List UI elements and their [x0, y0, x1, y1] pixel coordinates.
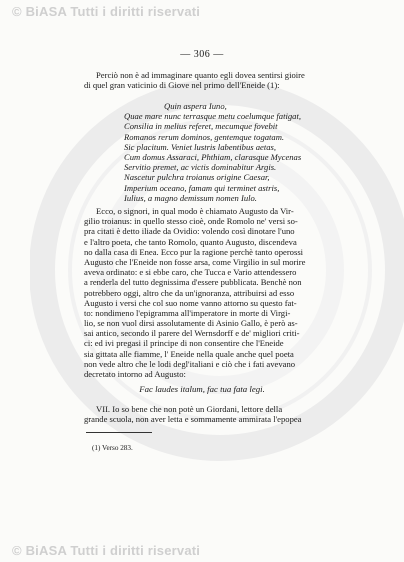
verse-line: Cum domus Assaraci, Phthiam, clarasque Mycenas	[124, 151, 302, 162]
text-line: ci: ed ivi pregasi il principe di non consentire che l'Eneide	[84, 338, 284, 349]
text-line: a renderla del tutto degnissima d'essere pubblicata. Benchè non	[84, 277, 302, 288]
verse-line: Sic placitum. Veniet lustris labentibus aetas,	[124, 141, 277, 152]
copyright-watermark-bottom: © BiASA Tutti i diritti riservati	[12, 543, 201, 558]
verse-line: Consilia in melius referet, mecumque fovebit	[124, 121, 278, 132]
body-paragraph	[84, 206, 372, 379]
text-line: decretato intorno ad Augusto:	[84, 369, 186, 379]
text-line: Augusto i versi che col suo nome vanno attorno su questo fat-	[84, 297, 297, 308]
verse-line: Romanos rerum dominos, gentemque togatam.	[124, 131, 285, 142]
text-line: di quel gran vaticinio di Giove nel primo dell'Eneide (1):	[84, 80, 280, 91]
latin-verse-block	[124, 101, 354, 203]
page-number: — 306 —	[180, 49, 224, 60]
text-line: e l'altro poeta, che tanto Romolo, quanto Augusto, discendeva	[84, 236, 297, 247]
text-line: VII. Io so bene che non potè un Giordani, lettore della	[96, 404, 283, 414]
text-line: potrebbero oggi, altro che da un'ignoranza, attribuirsi ad esso	[84, 287, 295, 298]
text-line: Ecco, o signori, in qual modo è chiamato Augusto da Vir-	[96, 206, 294, 216]
text-line: grande scuola, non aver letta e sommamente ammirata l'epopea	[84, 414, 302, 425]
text-line: lio, se non vuol dirsi assolutamente di Asinio Gallo, è però as-	[84, 318, 298, 329]
verse-line: Iulius, a magno demissum nomen Iulo.	[124, 192, 257, 203]
verse-line: Nascetur pulchra troianus origine Caesar,	[124, 172, 270, 183]
footnote-rule	[86, 432, 152, 433]
text-line: Augusto che l'Eneide non fosse arsa, come Virgilio in sul morire	[84, 256, 306, 267]
closing-paragraph	[84, 404, 372, 424]
text-line: gilio troianus: in quello stesso cioè, onde Romolo ne' versi so-	[84, 216, 298, 227]
intro-paragraph	[84, 70, 372, 90]
verse-line: Quae mare nunc terrasque metu coelumque fatigat,	[124, 111, 302, 122]
text-line: no dalla casa di Enea. Ecco pur la ragione perchè tanto operossi	[84, 246, 304, 257]
text-line: Perciò non è ad immaginare quanto egli dovea sentirsi gioire	[96, 70, 305, 80]
text-line: pra citati è detto iliade da Ovidio: volendo così dinotare l'uno	[84, 226, 295, 237]
text-line: to: nondimeno l'epigramma all'imperatore in morte di Virgi-	[84, 307, 291, 318]
verse-line: Servitio premet, ac victis dominabitur Argis.	[124, 162, 277, 173]
copyright-watermark-top: © BiASA Tutti i diritti riservati	[12, 4, 201, 19]
verse-line: Imperium oceano, famam qui terminet astris,	[124, 182, 280, 193]
text-line: sia gittata alle fiamme, l' Eneide nella quale anche quel poeta	[84, 348, 294, 359]
text-line: aveva ordinato: e si ebbe caro, che Tucca e Vario attendessero	[84, 267, 297, 278]
verse-line: Quin aspera Iuno,	[164, 101, 227, 111]
footnote: (1) Verso 283.	[92, 444, 133, 452]
text-line: sai antico, secondo il parere del Wernsdorff e de' migliori criti-	[84, 328, 300, 339]
latin-motto: Fac laudes italum, fac tua fata legi.	[139, 384, 265, 394]
text-line: non vede altro che le lodi degl'italiani e ciò che i fati avevano	[84, 358, 296, 369]
